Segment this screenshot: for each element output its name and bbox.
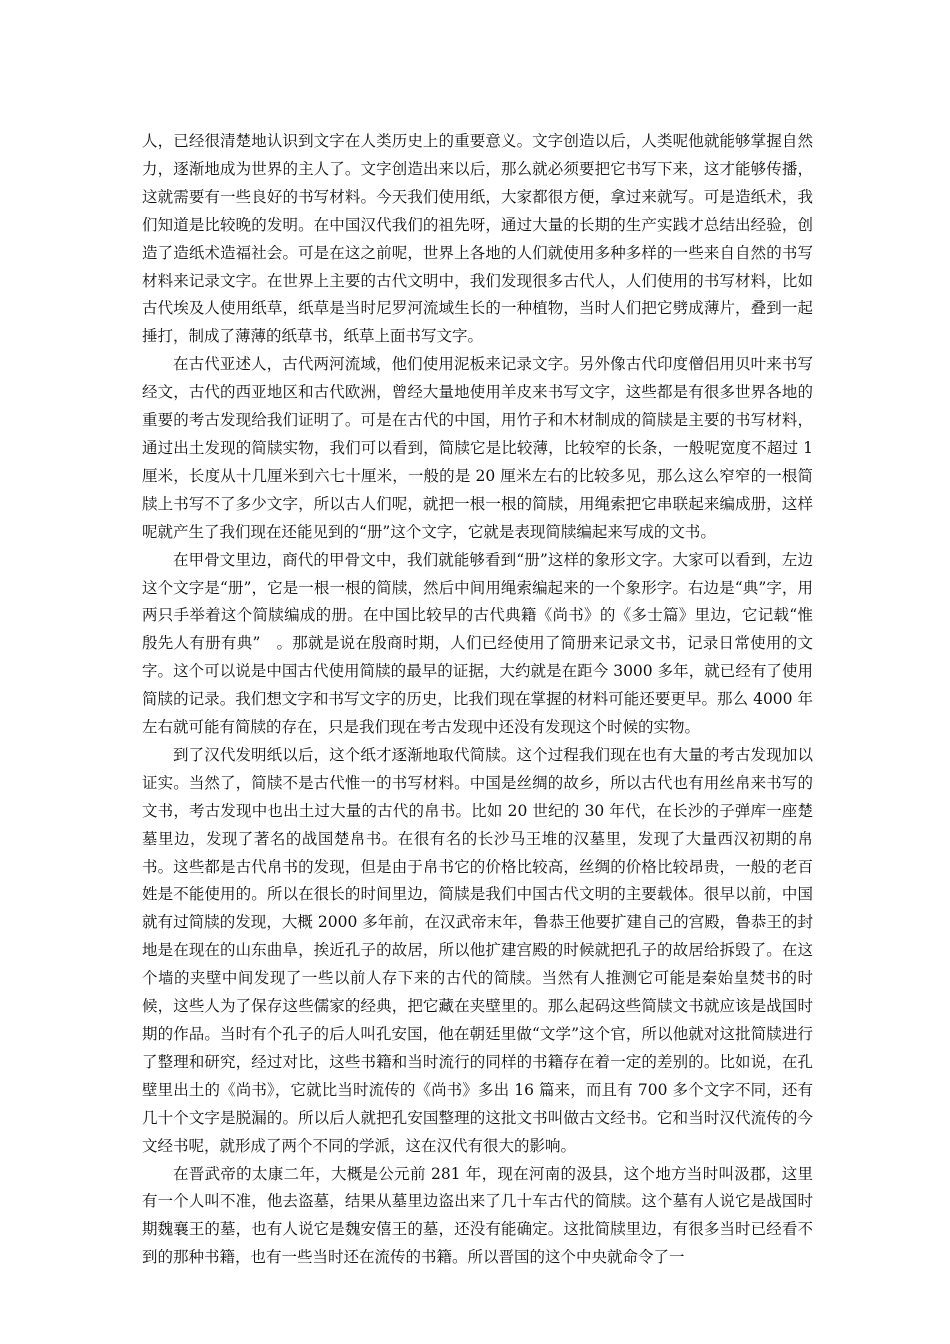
document-body <box>142 128 813 1272</box>
paragraph-3: 在甲骨文里边，商代的甲骨文中，我们就能够看到“册”这样的象形文字。大家可以看到，左边这个文字是“册”，它是一根一根的简牍，然后中间用绳索编起来的一个象形字。右边是“典”字，用两只手举着这个简牍编成的册。在中国比较早的古代典籍《尚书》的《多士篇》里边，它记载“惟殷先人有册有典” 。那就是说在殷商时期，人们已经使用了简册来记录文书，记录日常使用的文字。这个可以说是中国古代使用简牍的最早的证据，大约就是在距今 3000 多年，就已经有了使用简牍的记录。我们想文字和书写文字的历史，比我们现在掌握的材料可能还要更早。那么 4000 年左右就可能有简牍的存在，只是我们现在考古发现中还没有发现这个时候的实物。 <box>142 550 813 737</box>
paragraph-1: 人，已经很清楚地认识到文字在人类历史上的重要意义。文字创造以后，人类呢他就能够掌握自然力，逐渐地成为世界的主人了。文字创造出来以后，那么就必须要把它书写下来，这才能够传播，这就需要有一些良好的书写材料。今天我们使用纸，大家都很方便，拿过来就写。可是造纸术，我们知道是比较晚的发明。在中国汉代我们的祖先呀，通过大量的长期的生产实践才总结出经验，创造了造纸术造福社会。可是在这之前呢，世界上各地的人们就使用多种多样的一些来自自然的书写材料来记录文字。在世界上主要的古代文明中，我们发现很多古代人，人们使用的书写材料，比如古代埃及人使用纸草，纸草是当时尼罗河流域生长的一种植物，当时人们把它劈成薄片，叠到一起捶打，制成了薄薄的纸草书，纸草上面书写文字。 <box>142 132 813 346</box>
paragraph-5: 在晋武帝的太康二年，大概是公元前 281 年，现在河南的汲县，这个地方当时叫汲郡，这里有一个人叫不准，他去盗墓，结果从墓里边盗出来了几十车古代的简牍。这个墓有人说它是战国时期魏襄王的墓，也有人说它是魏安僖王的墓，还没有能确定。这批简牍里边，有很多当时已经看不到的那种书籍，也有一些当时还在流传的书籍。所以晋国的这个中央就命令了一 <box>142 1164 813 1267</box>
paragraph-2: 在古代亚述人，古代两河流域，他们使用泥板来记录文字。另外像古代印度僧侣用贝叶来书写经文，古代的西亚地区和古代欧洲，曾经大量地使用羊皮来书写文字，这些都是有很多世界各地的重要的考古发现给我们证明了。可是在古代的中国，用竹子和木材制成的简牍是主要的书写材料，通过出土发现的简牍实物，我们可以看到，简牍它是比较薄，比较窄的长条，一般呢宽度不超过 1 厘米，长度从十几厘米到六七十厘米，一般的是 20 厘米左右的比较多见，那么这么窄窄的一根简牍上书写不了多少文字，所以古人们呢，就把一根一根的简牍，用绳索把它串联起来编成册，这样呢就产生了我们现在还能见到的“册”这个文字，它就是表现简牍编起来写成的文书。 <box>142 355 813 541</box>
paragraph-4: 到了汉代发明纸以后，这个纸才逐渐地取代简牍。这个过程我们现在也有大量的考古发现加以证实。当然了，简牍不是古代惟一的书写材料。中国是丝绸的故乡，所以古代也有用丝帛来书写的文书，考古发现中也出土过大量的古代的帛书。比如 20 世纪的 30 年代，在长沙的子弹库一座楚墓里边，发现了著名的战国楚帛书。在很有名的长沙马王堆的汉墓里，发现了大量西汉初期的帛书。这些都是古代帛书的发现，但是由于帛书它的价格比较高，丝绸的价格比较昂贵，一般的老百姓是不能使用的。所以在很长的时间里边，简牍是我们中国古代文明的主要载体。很早以前，中国就有过简牍的发现，大概 2000 多年前，在汉武帝末年，鲁恭王他要扩建自己的宫殿，鲁恭王的封地是在现在的山东曲阜，挨近孔子的故居，所以他扩建宫殿的时候就把孔子的故居给拆毁了。在这个墙的夹壁中间发现了一些以前人存下来的古代的简牍。当然有人推测它可能是秦始皇焚书的时候，这些人为了保存这些儒家的经典，把它藏在夹壁里的。那么起码这些简牍文书就应该是战国时期的作品。当时有个孔子的后人叫孔安国，他在朝廷里做“文学”这个官，所以他就对这批简牍进行了整理和研究，经过对比，这些书籍和当时流行的同样的书籍存在着一定的差别的。比如说，在孔壁里出土的《尚书》，它就比当时流传的《尚书》多出 16 篇来，而且有 700 多个文字不同，还有几十个文字是脱漏的。所以后人就把孔安国整理的这批文书叫做古文经书。它和当时汉代流传的今文经书呢，就形成了两个不同的学派，这在汉代有很大的影响。 <box>142 745 813 1155</box>
